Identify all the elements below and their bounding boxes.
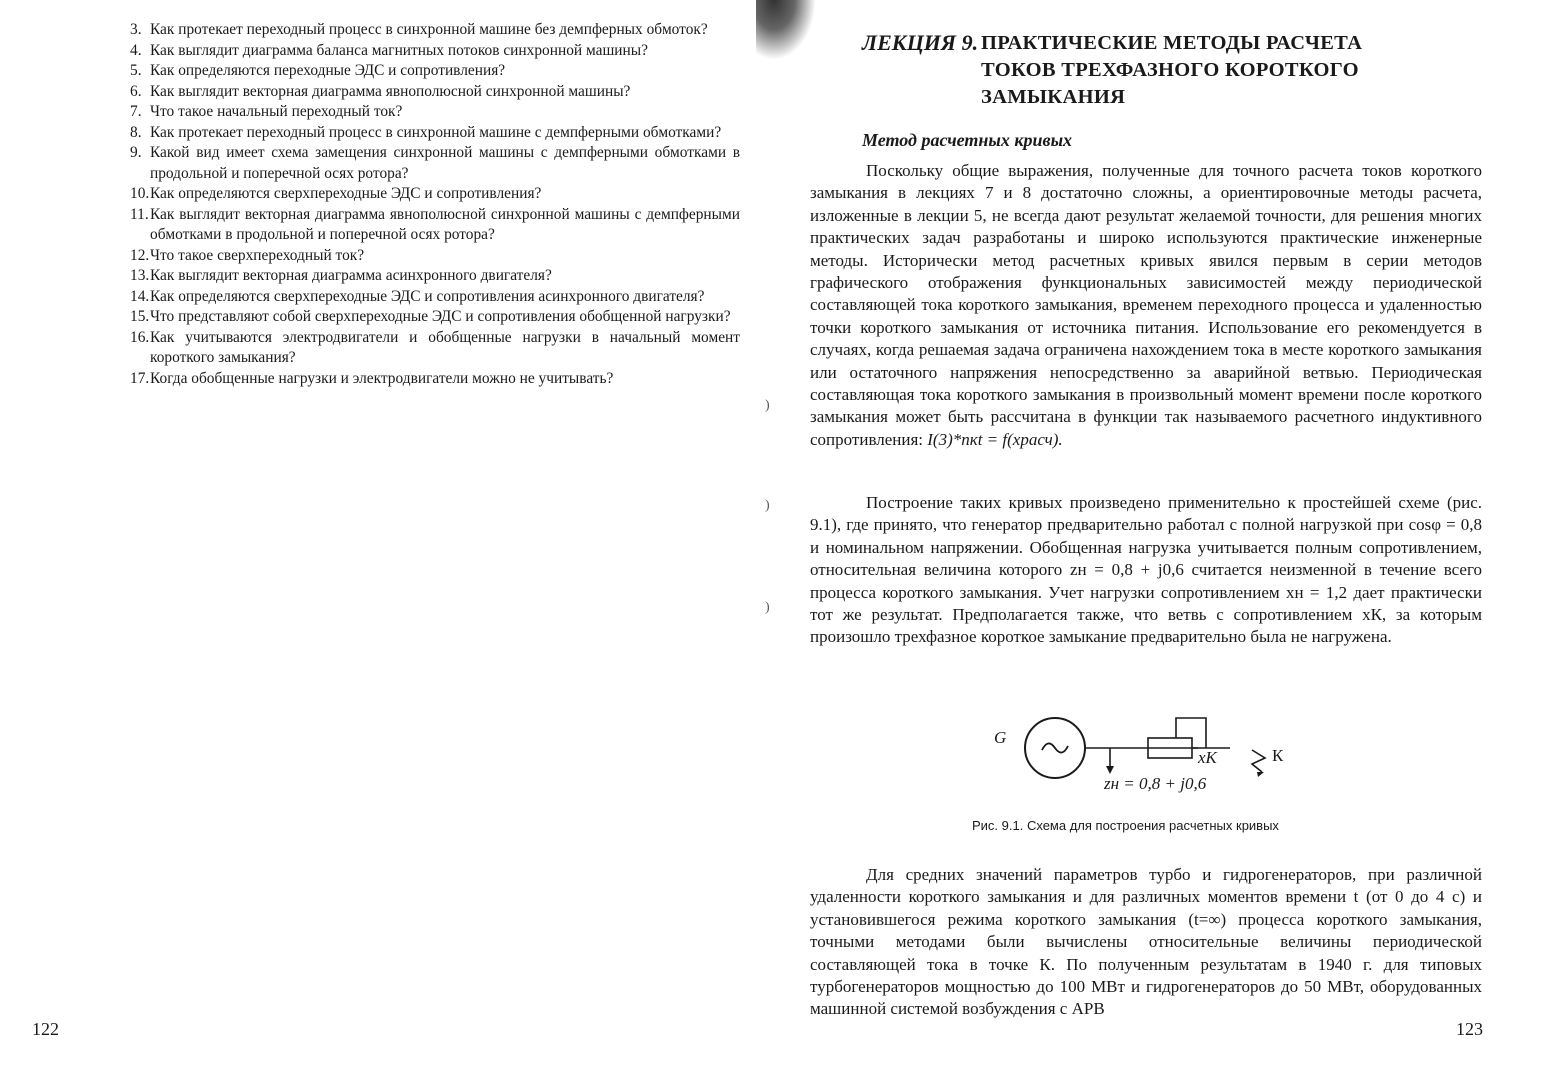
paragraph: [810, 492, 1482, 649]
lecture-label: ЛЕКЦИЯ 9.: [862, 30, 979, 55]
question-number: 4.: [130, 41, 142, 59]
question-text: Как выглядит диаграмма баланса магнитных потоков синхронной машины?: [150, 41, 648, 59]
question-number: 5.: [130, 62, 142, 79]
question-number: 11.: [130, 205, 149, 223]
left-page: [0, 0, 770, 1085]
question-item: [130, 20, 740, 41]
question-text: Что представляют собой сверхпереходные ЭДС и сопротивления обобщенной нагрузки?: [150, 308, 731, 325]
ac-wave-icon: [1042, 743, 1068, 752]
page-number: 123: [1456, 1019, 1483, 1039]
question-text: Как выглядит векторная диаграмма асинхронного двигателя?: [150, 267, 552, 284]
circuit-diagram: [994, 710, 1320, 810]
question-item: [130, 205, 740, 246]
question-item: [130, 41, 740, 62]
question-item: [130, 369, 740, 390]
generator-label: G: [994, 728, 1007, 747]
page-number: 122: [32, 1019, 59, 1039]
reactance-label: xК: [1198, 748, 1217, 767]
paragraph-text: Построение таких кривых произведено применительно к простейшей схеме (рис. 9.1), где принято, что генератор предварительно работал с полной нагрузкой при cosφ = 0,8 и номинальном напряжении. Обобщенная нагрузка учитывается полным сопротивлением, относительная величина которого zн = 0,8 + j0,6 считается неизменной в течение всего процесса короткого замыкания. Учет нагрузки сопротивлением xн = 1,2 дает практически тот же результат. Предполагается также, что ветвь с сопротивлением xК, за которым произошло трехфазное короткое замыкание предварительно была не нагружена.: [810, 493, 1482, 647]
question-number: 10.: [130, 185, 150, 202]
question-text: Как выглядит векторная диаграмма явнополюсной синхронной машины с демпферными обмотками в продольной и поперечной осях ротора?: [150, 205, 740, 243]
question-number: 7.: [130, 103, 142, 120]
question-text: Что такое сверхпереходный ток?: [150, 246, 365, 264]
fault-point-label: К: [1272, 746, 1284, 765]
question-item: [130, 246, 740, 267]
question-number: 12.: [130, 246, 150, 264]
question-text: Как выглядит векторная диаграмма явнополюсной синхронной машины?: [150, 82, 631, 100]
paragraph: [810, 864, 1482, 1021]
question-number: 8.: [130, 123, 142, 141]
question-number: 9.: [130, 144, 142, 161]
question-text: Как протекает переходный процесс в синхронной машине без демпферных обмоток?: [150, 21, 708, 38]
question-text: Как определяются сверхпереходные ЭДС и сопротивления асинхронного двигателя?: [150, 287, 705, 305]
question-item: [130, 123, 740, 144]
question-item: [130, 287, 740, 308]
section-title: Метод расчетных кривых: [862, 130, 1073, 150]
load-arrow: [1106, 766, 1114, 774]
question-number: 6.: [130, 82, 142, 100]
question-number: 16.: [130, 328, 150, 346]
paragraph: [810, 160, 1482, 451]
question-item: [130, 307, 740, 328]
question-text: Что такое начальный переходный ток?: [150, 103, 403, 120]
question-text: Какой вид имеет схема замещения синхронной машины с демпферными обмотками в продольной и поперечной осях ротора?: [150, 144, 740, 182]
question-number: 13.: [130, 267, 150, 284]
paragraph-text: Поскольку общие выражения, полученные для точного расчета токов короткого замыкания в лекциях 7 и 8 достаточно сложны, а ориентировочные методы расчета, изложенные в лекции 5, не всегда дают результат желаемой точности, для решения многих практических задач разработаны и широко используются практические инженерные методы. Исторически метод расчетных кривых явился первым в серии методов графического отображения функциональных зависимостей между периодической составляющей тока короткого замыкания, временем переходного процесса и удаленностью точки короткого замыкания от источника питания. Использование его рекомендуется в случаях, когда решаемая задача ограничена нахождением тока в месте короткого замыкания или остаточного напряжения непосредственно за аварийной ветвью. Периодическая составляющая тока короткого замыкания в произвольный момент времени после короткого замыкания может быть рассчитана в функции так называемого расчетного индуктивного сопротивления:: [810, 161, 1482, 449]
question-text: Как определяются переходные ЭДС и сопротивления?: [150, 62, 506, 79]
question-number: 3.: [130, 21, 142, 38]
question-text: Как определяются сверхпереходные ЭДС и сопротивления?: [150, 185, 542, 202]
fault-symbol: [1252, 750, 1265, 772]
question-text: Когда обобщенные нагрузки и электродвигатели можно не учитывать?: [150, 369, 614, 387]
question-item: [130, 184, 740, 205]
margin-mark: ): [765, 498, 770, 513]
load-impedance-label: zн = 0,8 + j0,6: [1104, 774, 1207, 793]
question-item: [130, 82, 740, 103]
question-number: 14.: [130, 287, 150, 305]
question-text: Как протекает переходный процесс в синхронной машине с демпферными обмотками?: [150, 123, 722, 141]
question-number: 17.: [130, 369, 150, 387]
lecture-title: ПРАКТИЧЕСКИЕ МЕТОДЫ РАСЧЕТА ТОКОВ ТРЕХФАЗНОГО КОРОТКОГО ЗАМЫКАНИЯ: [981, 32, 1363, 108]
margin-mark: ): [765, 600, 770, 615]
margin-mark: ): [765, 398, 770, 413]
question-item: [130, 266, 740, 287]
question-item: [130, 102, 740, 123]
paragraph-text: Для средних значений параметров турбо и гидрогенераторов, при различной удаленности короткого замыкания и для различных моментов времени t (от 0 до 4 с) и установившегося режима короткого замыкания (t=∞) процесса короткого замыкания, точными методами были вычислены относительные величины периодической составляющей тока в точке К. По полученным результатам в 1940 г. для типовых турбогенераторов мощностью до 100 МВт и гидрогенераторов до 50 МВт, оборудованных машинной системой возбуждения с АРВ: [810, 865, 1482, 1019]
question-number: 15.: [130, 308, 150, 325]
review-questions-list: [130, 20, 740, 389]
figure-caption: Рис. 9.1. Схема для построения расчетных кривых: [972, 818, 1279, 833]
question-text: Как учитываются электродвигатели и обобщенные нагрузки в начальный момент короткого замыкания?: [150, 328, 740, 366]
right-page: [780, 0, 1555, 1085]
question-item: [130, 61, 740, 82]
question-item: [130, 328, 740, 369]
question-item: [130, 143, 740, 184]
formula: I(3)*пкt = f(xрасч).: [927, 429, 1063, 449]
